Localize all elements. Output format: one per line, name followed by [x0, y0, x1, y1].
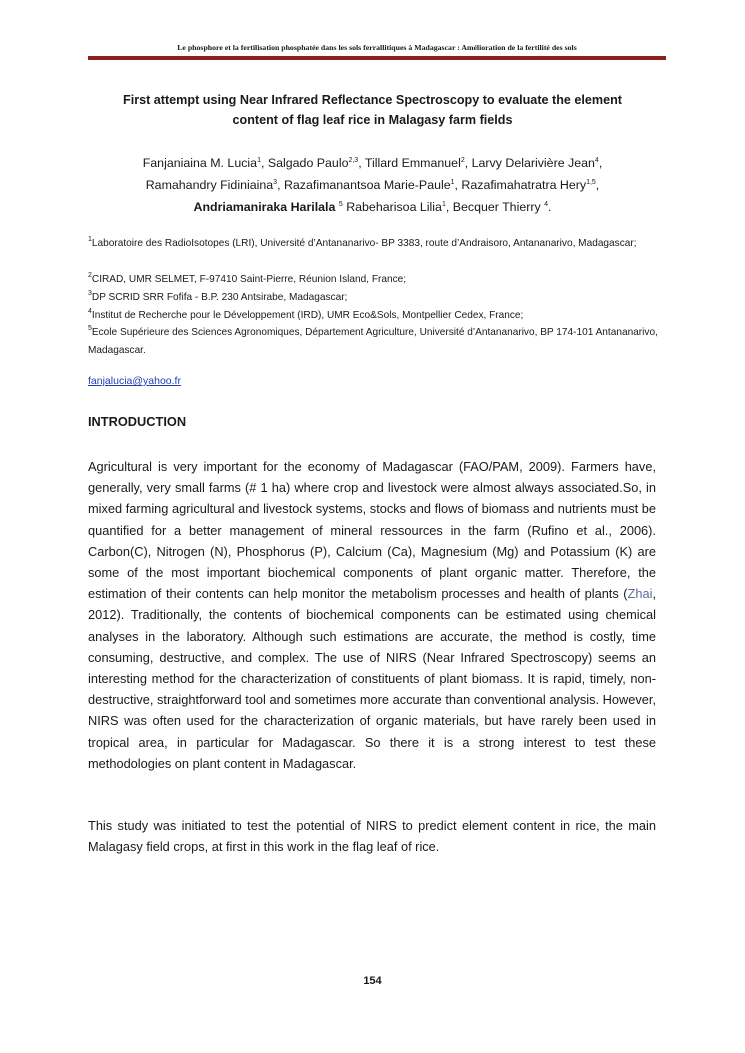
- author-sep: ,: [464, 156, 472, 170]
- author-sep: ,: [277, 178, 284, 192]
- paragraph-text: Agricultural is very important for the economy of Madagascar (FAO/PAM, 2009). Farmers have, generally, very small farms (# 1 ha) where crop and livestock were almost always associated.So, in mixed farming agricultural and livestock systems, stocks and flows of biomass and nutrients must be quantified for a better management of mineral ressources in the farm (Rufino et al., 2006). Carbon(C), Nitrogen (N), Phosphorus (P), Calcium (Ca), Magnesium (Mg) and Potassium (K) are some of the most important biochemical components of plant organic matter. Therefore, the estimation of their contents can help monitor the metabolism processes and health of plants (: [88, 459, 656, 602]
- intro-paragraph-2: This study was initiated to test the potential of NIRS to predict element content in rice, the main Malagasy field crops, at first in this work in the flag leaf of rice.: [88, 818, 656, 855]
- author-affil-sup: 1,5: [586, 179, 596, 186]
- affiliation-sup: 2: [88, 272, 92, 279]
- affiliation-text: DP SCRID SRR Fofifa - B.P. 230 Antsirabe, Madagascar;: [91, 292, 348, 303]
- author-name: Becquer Thierry: [452, 200, 541, 214]
- affiliation-2: [88, 271, 663, 289]
- author-name: Razafimahatratra Hery: [461, 178, 587, 192]
- author-line-2: [92, 174, 653, 196]
- affiliation-text: Ecole Supérieure des Sciences Agronomiques, Département Agriculture, Université d’Antananarivo, BP 174-101 Antananarivo, Madagascar.: [88, 327, 658, 356]
- author-name: Rabeharisoa Lilia: [346, 200, 442, 214]
- affiliation-1: [88, 235, 663, 253]
- author-name: Tillard Emmanuel: [364, 156, 461, 170]
- affiliation-sup: 3: [88, 290, 92, 297]
- author-line-3: [92, 196, 653, 218]
- corresponding-author-name: Andriamaniraka Harilala: [193, 200, 336, 214]
- affiliation-sup: 5: [88, 325, 92, 332]
- author-affil-sup: 1: [450, 179, 455, 186]
- author-affil-sup: 4: [544, 201, 549, 208]
- author-name: Larvy Delarivière Jean: [471, 156, 595, 170]
- header-rule: [88, 56, 666, 60]
- email-link[interactable]: fanjalucia@yahoo.fr: [88, 375, 181, 387]
- affiliation-4: [88, 307, 663, 325]
- section-heading: INTRODUCTION: [88, 414, 187, 429]
- author-line-1: [92, 152, 653, 174]
- author-sep: ,: [454, 178, 462, 192]
- citation-link[interactable]: Zhai: [627, 586, 653, 602]
- author-affil-sup: 2,3: [348, 157, 359, 164]
- author-name: Fanjaniaina M. Lucia: [142, 156, 258, 170]
- author-sep: .: [548, 200, 552, 214]
- author-affil-sup: 1: [441, 201, 446, 208]
- paper-title: [95, 90, 650, 130]
- running-header: Le phosphore et la fertilisation phosphatée dans les sols ferrallitiques à Madagascar : Amélioration de la fertilité des sols: [177, 43, 577, 52]
- intro-paragraph-1: [88, 456, 656, 774]
- affiliation-text: Laboratoire des RadioIsotopes (LRI), Université d’Antananarivo- BP 3383, route d’Andraisoro, Antananarivo, Madagascar;: [91, 238, 637, 249]
- author-name: Ramahandry Fidiniaina: [145, 178, 274, 192]
- affiliation-text: Institut de Recherche pour le Développement (IRD), UMR Eco&Sols, Montpellier Cedex, France;: [91, 310, 524, 321]
- author-sep: ,: [445, 200, 453, 214]
- author-affil-sup: 5: [338, 201, 343, 208]
- author-sep: ,: [358, 156, 365, 170]
- author-affil-sup: 2: [460, 157, 465, 164]
- author-sep: ,: [598, 156, 603, 170]
- author-affil-sup: 4: [594, 157, 599, 164]
- author-name: Salgado Paulo: [267, 156, 349, 170]
- affiliation-sup: 1: [88, 236, 92, 243]
- title-line-1: First attempt using Near Infrared Reflectance Spectroscopy to evaluate the element: [123, 93, 622, 107]
- author-name: Razafimanantsoa Marie-Paule: [283, 178, 451, 192]
- author-sep: ,: [260, 156, 268, 170]
- author-affil-sup: 3: [273, 179, 278, 186]
- title-line-2: content of flag leaf rice in Malagasy farm fields: [232, 113, 513, 127]
- affiliation-5: [88, 324, 663, 360]
- affiliation-3: [88, 289, 663, 307]
- page-number: 154: [363, 975, 382, 987]
- author-list: [92, 152, 653, 218]
- affiliation-text: CIRAD, UMR SELMET, F-97410 Saint-Pierre, Réunion Island, France;: [91, 274, 407, 285]
- author-sep: ,: [595, 178, 600, 192]
- author-affil-sup: 1: [257, 157, 261, 164]
- affiliation-sup: 4: [88, 308, 92, 315]
- paragraph-text: , 2012). Traditionally, the contents of biochemical components can be estimated using chemical analyses in the laboratory. Although such estimations are accurate, the method is costly, time consuming, destructive, and complex. The use of NIRS (Near Infrared Spectroscopy) seems an interesting method for the characterization of constituents of plant biomass. It is rapid, timely, non-destructive, straightforward tool and sometimes more accurate than conventional analysis. However, NIRS was often used for the characterization of organic materials, but have rarely been used in tropical area, in particular for Madagascar. So there it is a strong interest to test these methodologies on plant content in Madagascar.: [88, 586, 656, 771]
